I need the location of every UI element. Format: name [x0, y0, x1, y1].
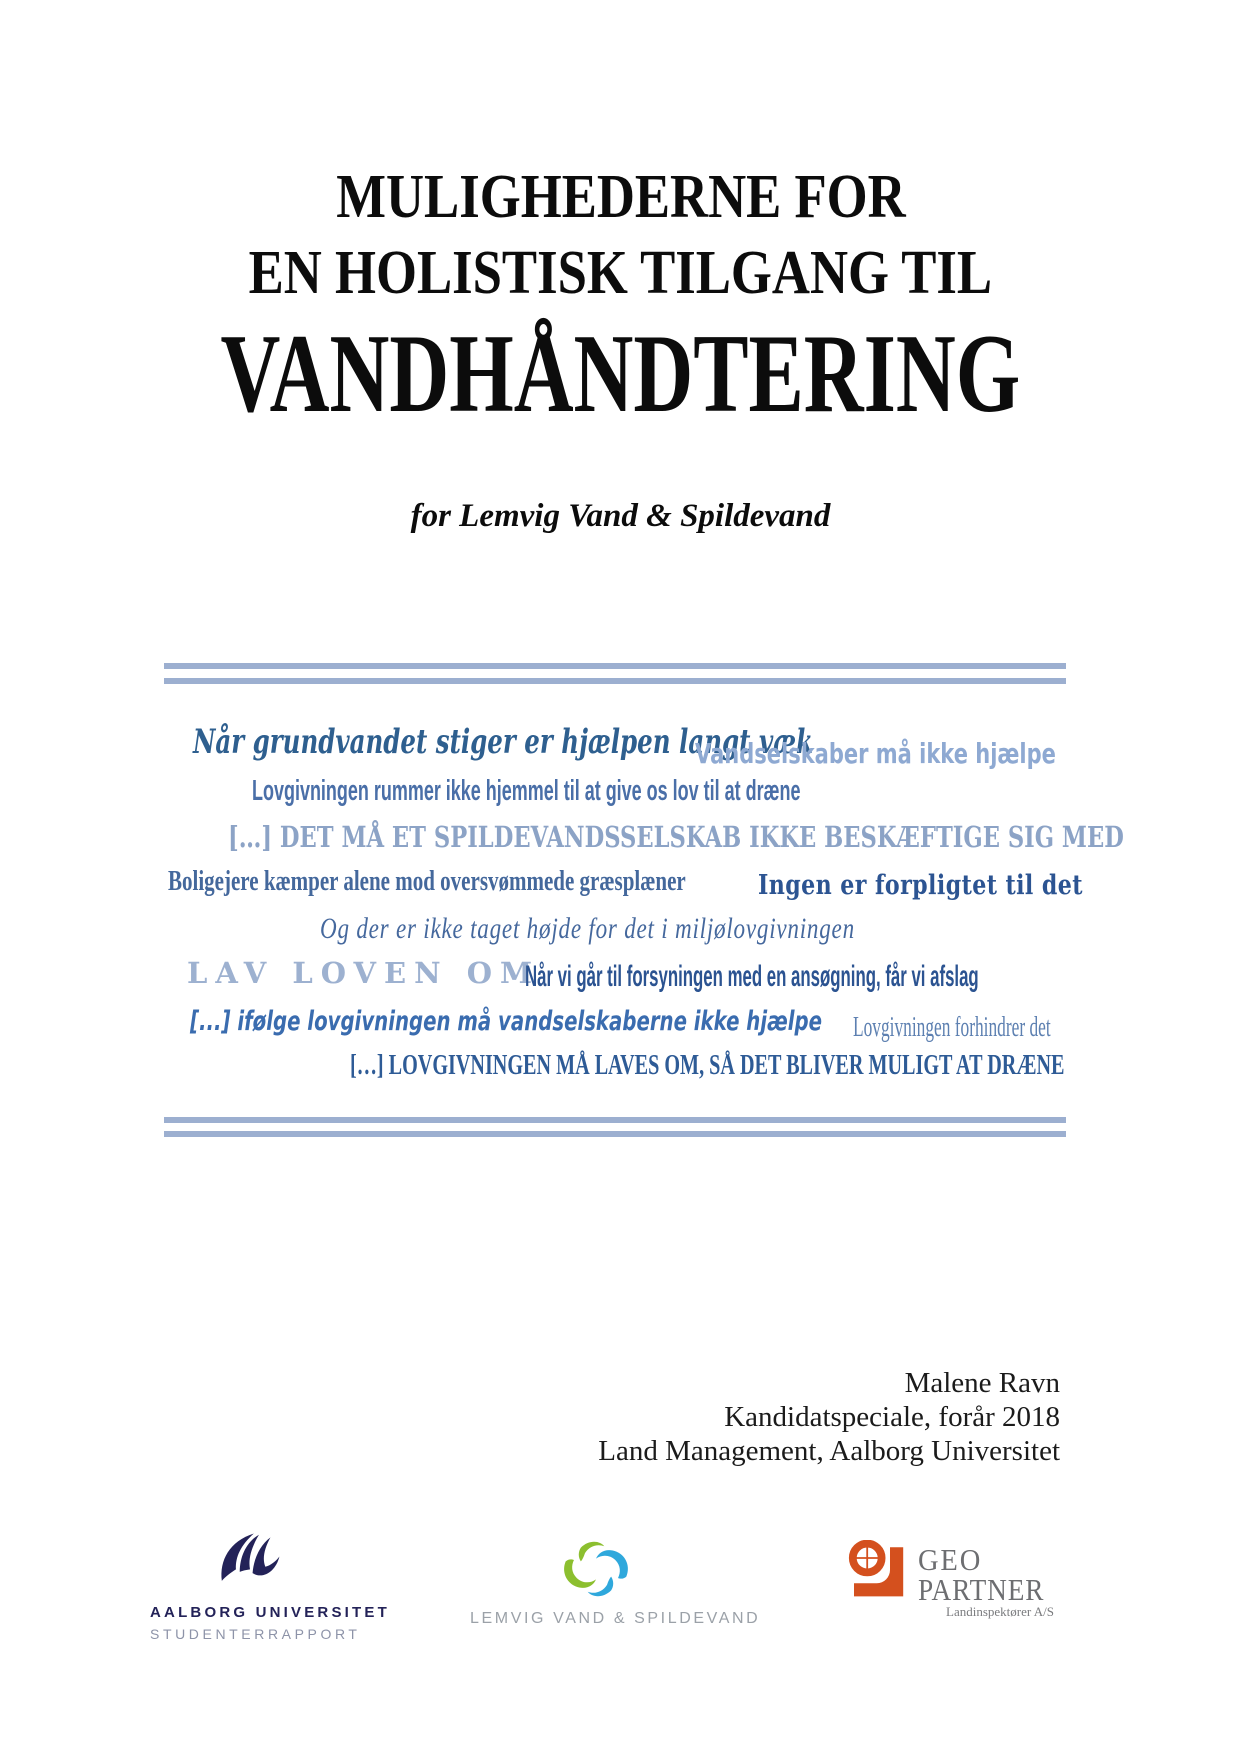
- lemvig-logo-label: LEMVIG VAND & SPILDEVAND: [470, 1610, 761, 1627]
- quote-10: [...] ifølge lovgivningen må vandselskaberne ikke hjælpe: [190, 1006, 822, 1037]
- main-title-text: VANDHÅNDTERING: [220, 312, 1021, 436]
- quote-8: LAV LOVEN OM: [187, 956, 541, 990]
- quote-3: Lovgivningen rummer ikke hjemmel til at give os lov til at dræne: [252, 775, 801, 807]
- quote-9: Når vi går til forsyningen med en ansøgning, får vi afslag: [525, 960, 979, 993]
- subtitle-text: for Lemvig Vand & Spildevand: [410, 498, 831, 534]
- geopartner-logo-line1: GEO: [918, 1542, 983, 1577]
- geopartner-logo-line2: PARTNER: [918, 1572, 1045, 1607]
- aau-swoosh-icon: [218, 1532, 282, 1590]
- quote-4: […] DET MÅ ET SPILDEVANDSSELSKAB IKKE BESKÆFTIGE SIG MED: [228, 820, 1124, 854]
- institution: Land Management, Aalborg Universitet: [598, 1435, 1060, 1467]
- top-separator-line-upper: [164, 663, 1066, 669]
- geopartner-logo-line3: Landinspektører A/S: [946, 1604, 1054, 1619]
- quote-5: Boligejere kæmper alene mod oversvømmede græsplæner: [168, 866, 686, 897]
- title-line-2: [0, 238, 1241, 309]
- lemvig-vand-spildevand-logo: [470, 1538, 761, 1628]
- aalborg-university-logo: [150, 1532, 390, 1642]
- quote-2: Vandselskaber må ikke hjælpe: [695, 737, 1056, 770]
- author-name: Malene Ravn: [904, 1367, 1060, 1399]
- aau-logo-line1: AALBORG UNIVERSITET: [150, 1604, 390, 1621]
- quote-6: Ingen er forpligtet til det: [758, 870, 1083, 901]
- thesis-type: Kandidatspeciale, forår 2018: [724, 1401, 1060, 1433]
- quote-12: […] LOVGIVNINGEN MÅ LAVES OM, SÅ DET BLIVER MULIGT AT DRÆNE: [350, 1050, 1065, 1081]
- subtitle: [0, 498, 1241, 535]
- quote-11: Lovgivningen forhindrer det: [853, 1012, 1051, 1043]
- bottom-separator-line-upper: [164, 1117, 1066, 1123]
- title-line-1-text: MULIGHEDERNE FOR: [335, 163, 906, 231]
- top-separator-line-lower: [164, 678, 1066, 684]
- author-block: [598, 1366, 1060, 1468]
- geopartner-surveyor-icon: [848, 1540, 908, 1600]
- main-title: [0, 312, 1241, 436]
- aau-logo-line2: STUDENTERRAPPORT: [150, 1626, 361, 1642]
- title-line-1: [0, 162, 1241, 233]
- quote-7: Og der er ikke taget højde for det i miljølovgivningen: [320, 912, 855, 945]
- lemvig-swirl-icon: [554, 1538, 638, 1600]
- quote-1: Når grundvandet stiger er hjælpen langt væk: [193, 722, 813, 762]
- bottom-separator-line-lower: [164, 1131, 1066, 1137]
- title-line-2-text: EN HOLISTISK TILGANG TIL: [248, 239, 993, 307]
